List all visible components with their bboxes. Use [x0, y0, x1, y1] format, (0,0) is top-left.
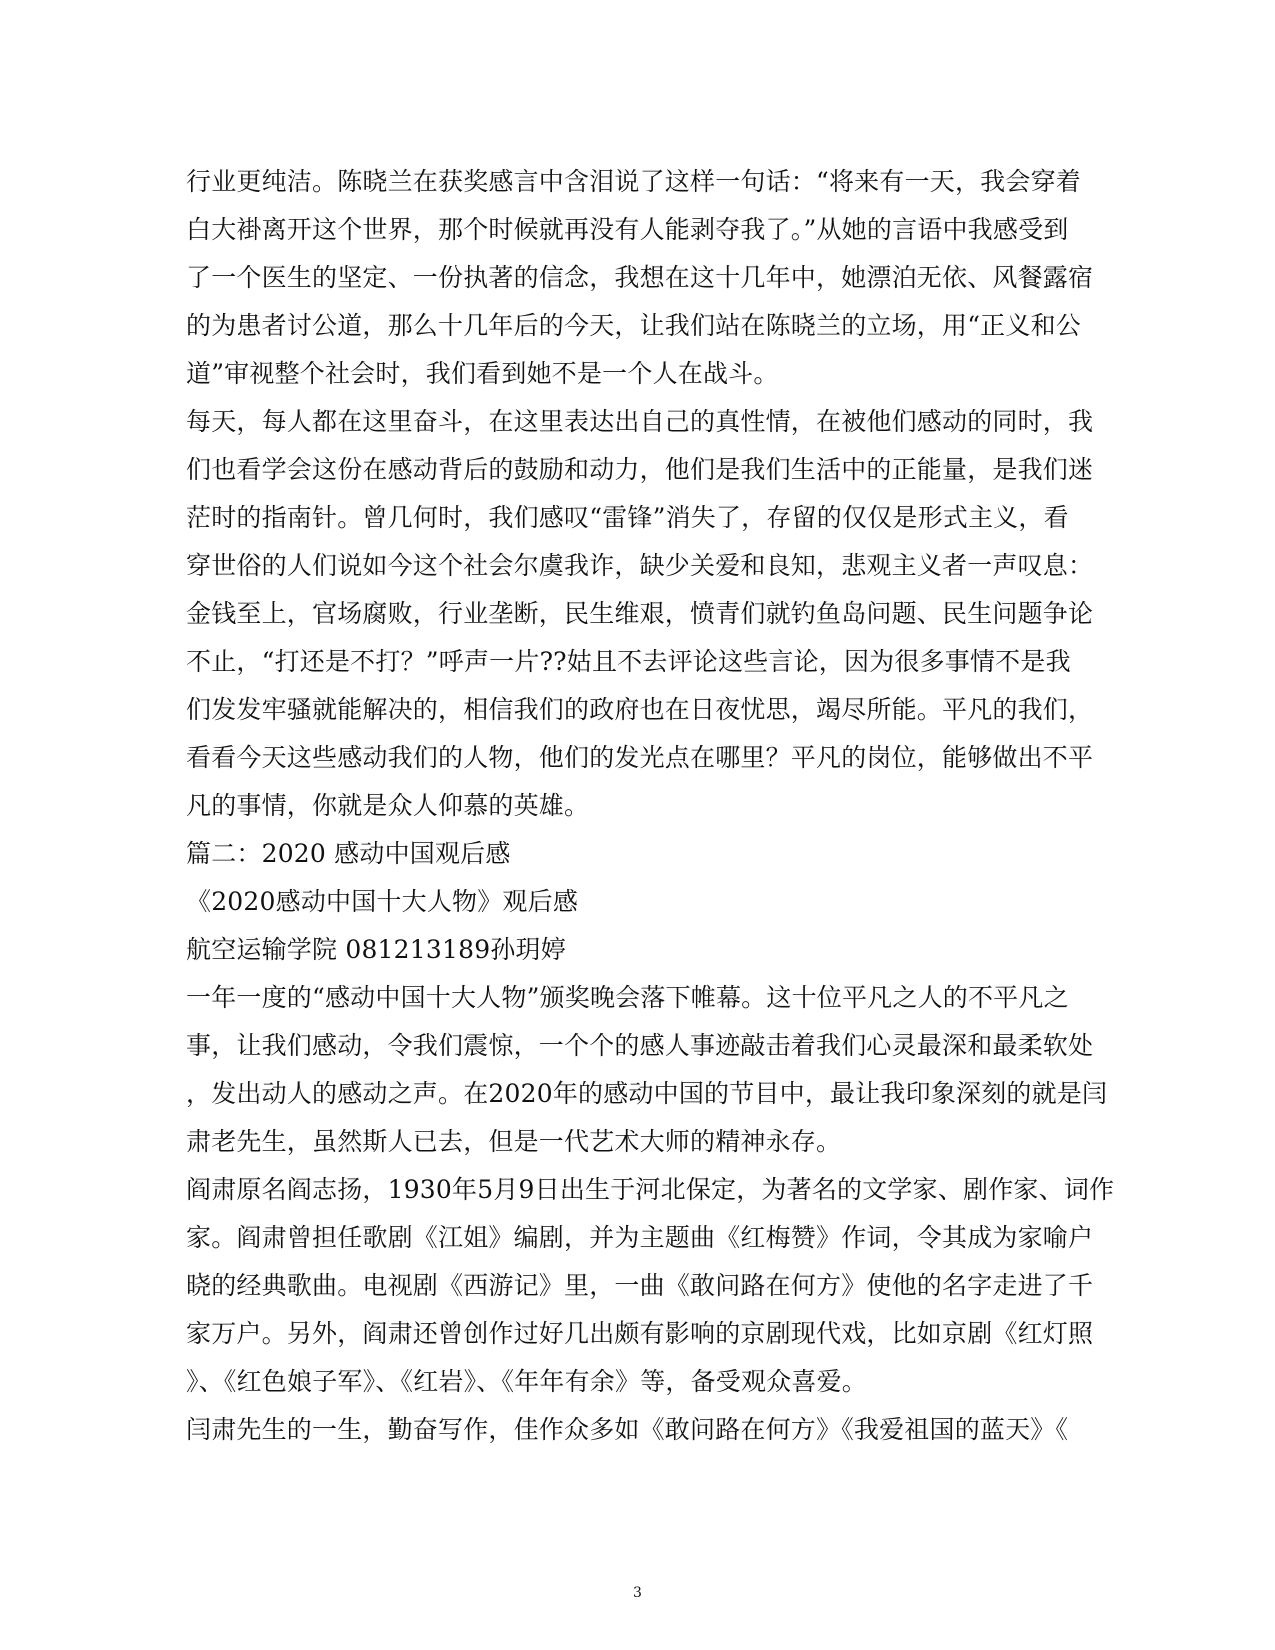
text-line: 事，让我们感动，令我们震惊，一个个的感人事迹敲击着我们心灵最深和最柔软处 [186, 1031, 1094, 1060]
author-line: 航空运输学院 081213189孙玥婷 [186, 935, 566, 964]
section-heading: 篇二：2020 感动中国观后感 [186, 839, 511, 868]
text-line: 金钱至上，官场腐败，行业垄断，民生维艰，愤青们就钓鱼岛问题、民生问题争论 [186, 599, 1094, 628]
text-line: ，发出动人的感动之声。在2020年的感动中国的节目中，最让我印象深刻的就是闫 [186, 1079, 1108, 1108]
text-line: 晓的经典歌曲。电视剧《西游记》里，一曲《敢问路在何方》使他的名字走进了千 [186, 1271, 1094, 1300]
text-line: 闫肃先生的一生，勤奋写作，佳作众多如《敢问路在何方》《我爱祖国的蓝天》《 [186, 1415, 1069, 1444]
text-line: 不止，“打还是不打？”呼声一片??姑且不去评论这些言论，因为很多事情不是我 [186, 647, 1071, 676]
text-line: 们也看学会这份在感动背后的鼓励和动力，他们是我们生活中的正能量，是我们迷 [186, 455, 1094, 484]
text-line: 行业更纯洁。陈晓兰在获奖感言中含泪说了这样一句话：“将来有一天，我会穿着 [186, 167, 1081, 196]
text-line: 了一个医生的坚定、一份执著的信念，我想在这十几年中，她漂泊无依、风餐露宿 [186, 263, 1094, 292]
text-line: 穿世俗的人们说如今这个社会尔虞我诈，缺少关爱和良知，悲观主义者一声叹息： [186, 551, 1094, 580]
text-line: 们发发牢骚就能解决的，相信我们的政府也在日夜忧思，竭尽所能。平凡的我们， [186, 695, 1094, 724]
text-line: 白大褂离开这个世界，那个时候就再没有人能剥夺我了。”从她的言语中我感受到 [186, 215, 1069, 244]
essay-title: 《2020感动中国十大人物》观后感 [186, 887, 579, 916]
text-line: 道”审视整个社会时，我们看到她不是一个人在战斗。 [186, 359, 779, 388]
text-line: 家万户。另外，阎肃还曾创作过好几出颇有影响的京剧现代戏，比如京剧《红灯照 [186, 1319, 1094, 1348]
text-line: 的为患者讨公道，那么十几年后的今天，让我们站在陈晓兰的立场，用“正义和公 [186, 311, 1081, 340]
text-line: 茫时的指南针。曾几何时，我们感叹“雷锋”消失了，存留的仅仅是形式主义，看 [186, 503, 1069, 532]
text-line: 阎肃原名阎志扬，1930年5月9日出生于河北保定，为著名的文学家、剧作家、词作 [186, 1175, 1115, 1204]
text-line: 家。阎肃曾担任歌剧《江姐》编剧，并为主题曲《红梅赞》作词，令其成为家喻户 [186, 1223, 1094, 1252]
text-line: 肃老先生，虽然斯人已去，但是一代艺术大师的精神永存。 [186, 1127, 842, 1156]
text-line: 一年一度的“感动中国十大人物”颁奖晚会落下帷幕。这十位平凡之人的不平凡之 [186, 983, 1069, 1012]
text-line: 凡的事情，你就是众人仰慕的英雄。 [186, 791, 590, 820]
text-line: 看看今天这些感动我们的人物，他们的发光点在哪里？平凡的岗位，能够做出不平 [186, 743, 1094, 772]
text-line: 》、《红色娘子军》、《红岩》、《年年有余》等，备受观众喜爱。 [186, 1367, 868, 1396]
text-line: 每天，每人都在这里奋斗，在这里表达出自己的真性情，在被他们感动的同时，我 [186, 407, 1094, 436]
document-body [186, 158, 1115, 1454]
page-number: 3 [633, 1585, 642, 1601]
